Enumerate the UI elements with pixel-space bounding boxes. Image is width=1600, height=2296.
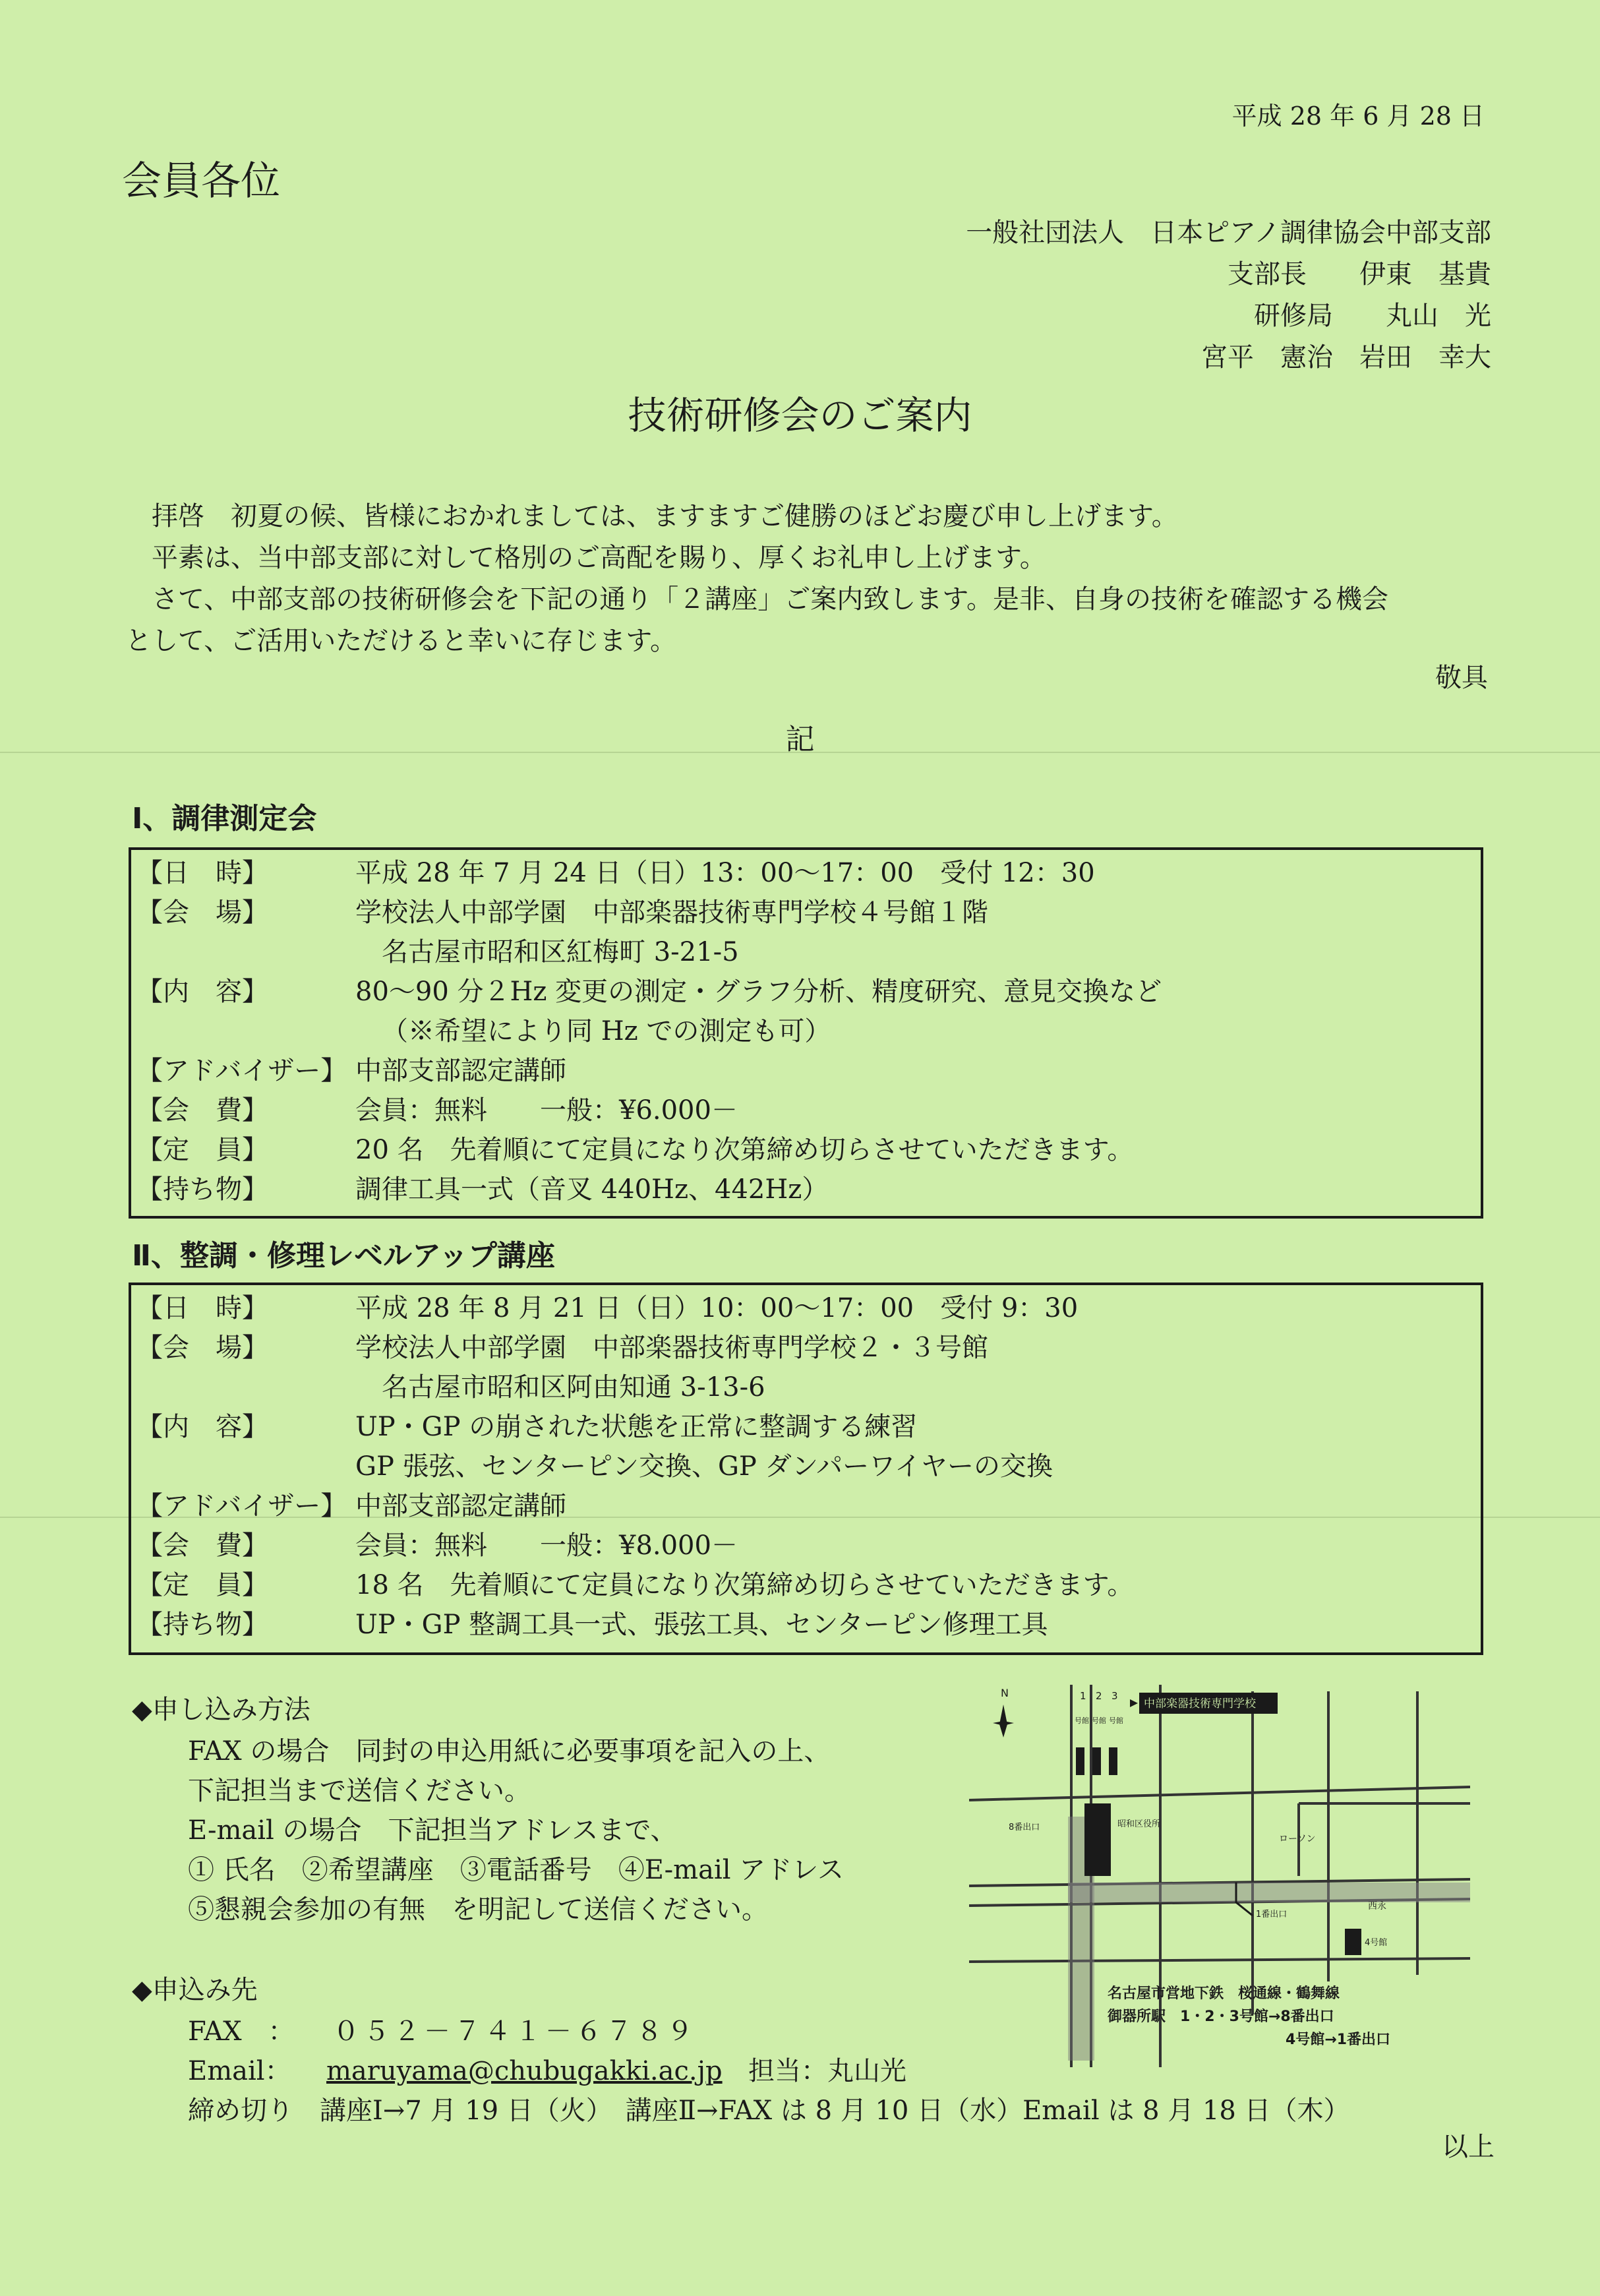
apply-fax-line-2: 下記担当まで送信ください。 xyxy=(188,1776,531,1806)
s2-row-venue xyxy=(131,1327,1481,1368)
closing-keigu: 敬具 xyxy=(1435,663,1488,693)
page-title: 技術研修会のご案内 xyxy=(628,393,972,438)
s1-row-fee xyxy=(131,1090,1481,1131)
s1-row-content xyxy=(131,971,1481,1012)
s2-row-advisor xyxy=(131,1486,1481,1526)
s1-value-belongings: 調律工具一式（音叉 440Hz、442Hz） xyxy=(355,1174,829,1205)
lawson-label: ローソン xyxy=(1279,1834,1316,1844)
s1-label-belongings: 【持ち物】 xyxy=(136,1174,268,1205)
s1-label-venue: 【会 場】 xyxy=(136,897,268,928)
s2-row-belongings xyxy=(131,1604,1481,1645)
document-date: 平成 28 年 6 月 28 日 xyxy=(1231,102,1485,131)
s2-value-venue: 学校法人中部学園 中部楽器技術専門学校２・３号館 xyxy=(355,1333,988,1363)
email-link[interactable]: maruyama@chubugakki.ac.jp xyxy=(326,2056,723,2086)
bldg-label-1: 号館 xyxy=(1075,1716,1089,1725)
s2-label-datetime: 【日 時】 xyxy=(136,1293,268,1323)
s1-row-content-note xyxy=(131,1011,1481,1052)
exit-1-label: 1番出口 xyxy=(1256,1910,1288,1919)
addressee: 会員各位 xyxy=(122,158,280,204)
bldg-col-2: 2 xyxy=(1096,1690,1102,1702)
sender-chief: 支部長 伊東 基貴 xyxy=(1228,259,1491,289)
apply-fax-line: FAX の場合 同封の申込用紙に必要事項を記入の上、 xyxy=(188,1736,831,1767)
sender-training: 研修局 丸山 光 xyxy=(1254,301,1491,331)
s1-label-fee: 【会 費】 xyxy=(136,1095,268,1126)
s1-row-belongings xyxy=(131,1169,1481,1210)
apply-items-line-2: ⑤懇親会参加の有無 を明記して送信ください。 xyxy=(188,1894,768,1925)
section-1-details-box xyxy=(129,847,1483,1219)
map-caption-line-3: 4号館→1番出口 xyxy=(1286,2032,1391,2048)
s2-value-capacity: 18 名 先着順にて定員になり次第締め切らさせていただきます。 xyxy=(355,1570,1134,1600)
nishi-label: 西永 xyxy=(1368,1901,1386,1912)
map-caption-line-2: 御器所駅 1・2・3号館→8番出口 xyxy=(1108,2009,1334,2025)
s1-value-advisor: 中部支部認定講師 xyxy=(355,1056,566,1086)
building-2 xyxy=(1092,1747,1101,1775)
sender-org: 一般社団法人 日本ピアノ調律協会中部支部 xyxy=(966,218,1491,248)
bldg-col-1: 1 xyxy=(1080,1690,1086,1702)
building-3 xyxy=(1109,1747,1117,1775)
s1-row-advisor xyxy=(131,1050,1481,1091)
building-4 xyxy=(1345,1929,1361,1955)
s1-label-content: 【内 容】 xyxy=(136,977,268,1007)
s2-label-fee: 【会 費】 xyxy=(136,1530,268,1561)
s2-row-content xyxy=(131,1406,1481,1447)
s1-value-fee: 会員：無料 一般：¥6.000－ xyxy=(355,1095,738,1126)
s1-row-address xyxy=(131,932,1481,973)
subway-line xyxy=(1068,1883,1470,1902)
school-sign: 中部楽器技術専門学校 xyxy=(1144,1697,1256,1710)
s2-value-address: 名古屋市昭和区阿由知通 3-13-6 xyxy=(382,1372,765,1403)
section-2-details-box xyxy=(129,1283,1483,1655)
s2-label-advisor: 【アドバイザー】 xyxy=(136,1491,347,1521)
fax-number: ０５２－７４１－６７８９ xyxy=(333,2016,697,2047)
ki-marker: 記 xyxy=(785,723,815,756)
s2-row-address xyxy=(131,1367,1481,1408)
apply-items-line: ① 氏名 ②希望講座 ③電話番号 ④E-mail アドレス xyxy=(188,1855,844,1885)
s2-value-content-2: GP 張弦、センターピン交換、GP ダンパーワイヤーの交換 xyxy=(355,1451,1053,1482)
s2-value-content: UP・GP の崩された状態を正常に整調する練習 xyxy=(355,1412,918,1442)
greeting-para-3-cont: として、ご活用いただけると幸いに存じます。 xyxy=(125,626,676,656)
s1-value-content-note: （※希望により同 Hz での測定も可） xyxy=(382,1016,831,1046)
s2-label-belongings: 【持ち物】 xyxy=(136,1610,268,1640)
contact-person: 担当：丸山光 xyxy=(748,2056,906,2086)
s1-label-datetime: 【日 時】 xyxy=(136,858,268,888)
s2-row-datetime xyxy=(131,1288,1481,1329)
contact-heading: ◆申込み先 xyxy=(132,1975,258,2005)
email-label: Email： xyxy=(188,2056,291,2086)
s2-row-content-2 xyxy=(131,1446,1481,1487)
s2-row-fee xyxy=(131,1525,1481,1566)
s1-value-address: 名古屋市昭和区紅梅町 3-21-5 xyxy=(382,937,739,967)
bldg-label-3: 号館 xyxy=(1109,1716,1123,1725)
apply-email-line: E-mail の場合 下記担当アドレスまで、 xyxy=(188,1815,677,1846)
building-1 xyxy=(1076,1747,1084,1775)
s2-label-venue: 【会 場】 xyxy=(136,1333,268,1363)
access-map xyxy=(969,1685,1470,2067)
section-1-heading: Ⅰ、調律測定会 xyxy=(132,802,317,835)
greeting-para-1: 拝啓 初夏の候、皆様におかれましては、ますますご健勝のほどお慶び申し上げます。 xyxy=(152,501,1178,531)
ward-office-label: 昭和区役所 xyxy=(1117,1819,1161,1829)
s1-row-capacity xyxy=(131,1130,1481,1170)
ward-office-block xyxy=(1084,1803,1111,1876)
s1-value-content: 80～90 分２Hz 変更の測定・グラフ分析、精度研究、意見交換など xyxy=(355,977,1162,1007)
s2-row-capacity xyxy=(131,1565,1481,1606)
s1-row-datetime xyxy=(131,853,1481,893)
sender-members: 宮平 憲治 岩田 幸大 xyxy=(1201,342,1491,373)
greeting-para-3: さて、中部支部の技術研修会を下記の通り「２講座」ご案内致します。是非、自身の技術を確認する機会 xyxy=(152,584,1388,615)
exit-8-label: 8番出口 xyxy=(1009,1823,1040,1832)
s1-value-capacity: 20 名 先着順にて定員になり次第締め切らさせていただきます。 xyxy=(355,1135,1134,1165)
s1-row-venue xyxy=(131,892,1481,933)
s1-value-venue: 学校法人中部学園 中部楽器技術専門学校４号館１階 xyxy=(355,897,988,928)
fax-label: FAX ： xyxy=(188,2016,295,2047)
map-caption-line-1: 名古屋市営地下鉄 桜通線・鶴舞線 xyxy=(1108,1985,1340,2002)
s2-value-datetime: 平成 28 年 8 月 21 日（日）10：00～17：00 受付 9：30 xyxy=(355,1293,1079,1323)
s2-value-belongings: UP・GP 整調工具一式、張弦工具、センターピン修理工具 xyxy=(355,1610,1048,1640)
s1-label-advisor: 【アドバイザー】 xyxy=(136,1056,347,1086)
section-2-heading: Ⅱ、整調・修理レベルアップ講座 xyxy=(132,1239,555,1273)
s2-value-fee: 会員：無料 一般：¥8.000－ xyxy=(355,1530,738,1561)
north-label: N xyxy=(1001,1687,1009,1699)
s1-label-capacity: 【定 員】 xyxy=(136,1135,268,1165)
bldg-col-3: 3 xyxy=(1111,1690,1118,1702)
deadline-line: 締め切り 講座Ⅰ→7 月 19 日（火） 講座Ⅱ→FAX は 8 月 10 日（水）Email は 8 月 18 日（木） xyxy=(188,2096,1350,2126)
s1-value-datetime: 平成 28 年 7 月 24 日（日）13：00～17：00 受付 12：30 xyxy=(355,858,1095,888)
bldg-label-2: 号館 xyxy=(1092,1716,1106,1725)
building-4-label: 4号館 xyxy=(1365,1938,1388,1948)
s2-label-capacity: 【定 員】 xyxy=(136,1570,268,1600)
s2-value-advisor: 中部支部認定講師 xyxy=(355,1491,566,1521)
s2-label-content: 【内 容】 xyxy=(136,1412,268,1442)
greeting-para-2: 平素は、当中部支部に対して格別のご高配を賜り、厚くお礼申し上げます。 xyxy=(152,543,1046,573)
apply-heading: ◆申し込み方法 xyxy=(132,1695,311,1725)
ijo-end: 以上 xyxy=(1442,2132,1495,2162)
